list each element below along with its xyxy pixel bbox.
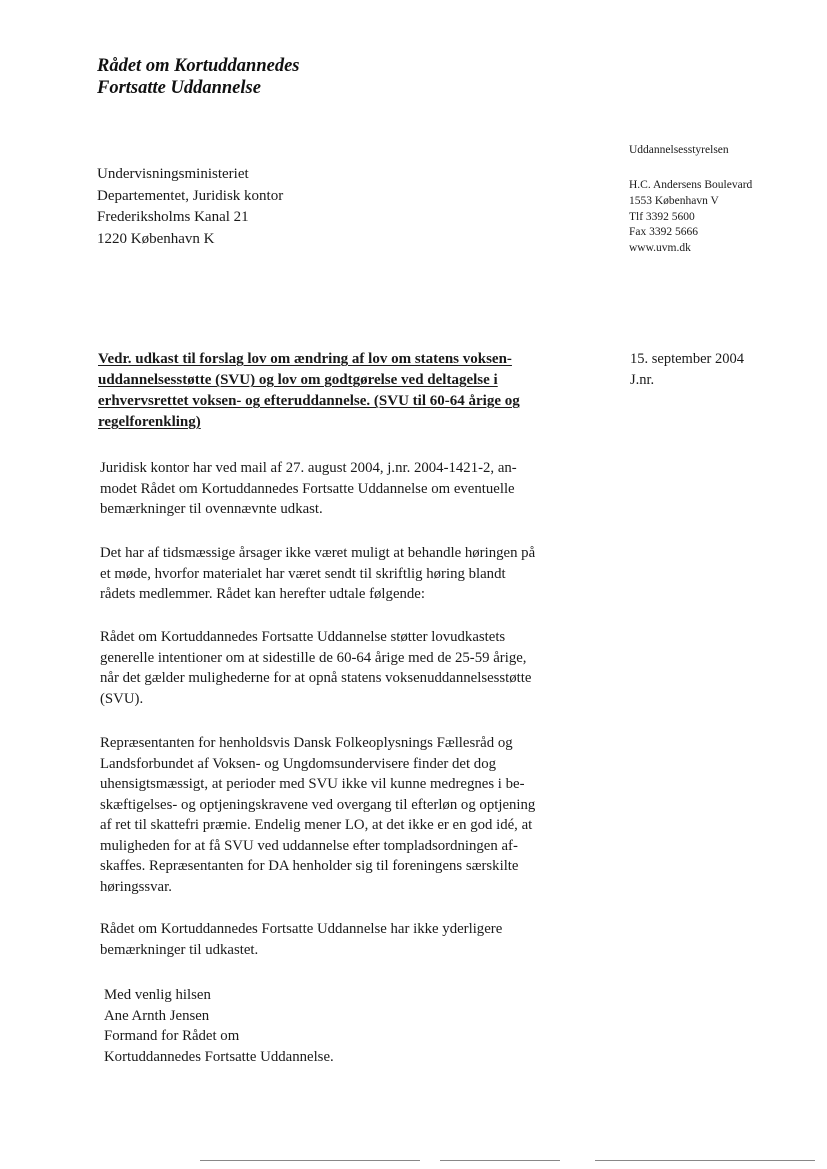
footer-rule (595, 1160, 815, 1161)
paragraph-line: generelle intentioner om at sidestille de 60-64 årige med de 25-59 årige, (100, 649, 527, 666)
subject-heading (98, 349, 568, 433)
recipient-line: Undervisningsministeriet (97, 166, 249, 182)
paragraph-3 (100, 627, 590, 709)
paragraph-4 (100, 733, 590, 897)
letterhead-line-1: Rådet om Kortuddannedes (97, 56, 300, 76)
paragraph-5 (100, 919, 590, 960)
sender-fax: Fax 3392 5666 (629, 226, 698, 239)
paragraph-2 (100, 543, 590, 605)
sender-street: H.C. Andersens Boulevard (629, 179, 753, 191)
letter-date: 15. september 2004 (630, 351, 744, 367)
subject-line: regelforenkling) (98, 414, 201, 430)
paragraph-line: Det har af tidsmæssige årsager ikke været muligt at behandle høringen på (100, 545, 536, 561)
paragraph-line: Landsforbundet af Voksen- og Ungdomsundervisere finder det dog (100, 755, 497, 772)
paragraph-line: Rådet om Kortuddannedes Fortsatte Uddannelse har ikke yderligere (100, 921, 503, 937)
letterhead-line-2: Fortsatte Uddannelse (97, 78, 261, 98)
paragraph-line: (SVU). (100, 690, 144, 707)
sender-website: www.uvm.dk (629, 242, 691, 255)
paragraph-line: muligheden for at få SVU ved uddannelse efter tompladsordningen af- (100, 837, 518, 854)
letter-meta (630, 349, 744, 391)
footer-rule (440, 1160, 560, 1161)
signer-name: Ane Arnth Jensen (104, 1007, 210, 1024)
recipient-line: Frederiksholms Kanal 21 (97, 209, 249, 225)
signature-block (104, 985, 594, 1067)
paragraph-line: Rådet om Kortuddannedes Fortsatte Uddannelse støtter lovudkastets (100, 629, 506, 645)
paragraph-line: skaffes. Repræsentanten for DA henholder sig til foreningens særskilte (100, 858, 519, 874)
paragraph-line: bemærkninger til ovennævnte udkast. (100, 501, 323, 517)
paragraph-line: modet Rådet om Kortuddannedes Fortsatte Uddannelse om eventuelle (100, 480, 515, 497)
paragraph-line: rådets medlemmer. Rådet kan herefter udtale følgende: (100, 586, 425, 602)
paragraph-line: høringssvar. (100, 878, 172, 895)
signer-title: Formand for Rådet om (104, 1028, 240, 1044)
sender-postal: 1553 København V (629, 194, 719, 207)
subject-line: erhvervsrettet voksen- og efteruddannelse. (SVU til 60-64 årige og (98, 393, 520, 409)
letterhead (97, 55, 300, 99)
recipient-line: 1220 København K (97, 230, 215, 247)
sender-contact (629, 178, 752, 257)
subject-line: uddannelsesstøtte (SVU) og lov om godtgørelse ved deltagelse i (98, 372, 498, 388)
signer-organization: Kortuddannedes Fortsatte Uddannelse. (104, 1048, 334, 1065)
footer-rule (200, 1160, 420, 1161)
recipient-address (97, 164, 283, 250)
sender-phone: Tlf 3392 5600 (629, 210, 695, 223)
journal-number: J.nr. (630, 372, 655, 388)
paragraph-line: bemærkninger til udkastet. (100, 941, 259, 958)
sender-organization: Uddannelsesstyrelsen (629, 144, 729, 156)
paragraph-line: uhensigtsmæssigt, at perioder med SVU ikke vil kunne medregnes i be- (100, 776, 525, 792)
paragraph-1 (100, 458, 590, 520)
subject-line: Vedr. udkast til forslag lov om ændring af lov om statens voksen- (98, 351, 512, 367)
paragraph-line: når det gælder mulighederne for at opnå statens voksenuddannelsesstøtte (100, 670, 532, 686)
recipient-line: Departementet, Juridisk kontor (97, 187, 284, 204)
paragraph-line: Juridisk kontor har ved mail af 27. august 2004, j.nr. 2004-1421-2, an- (100, 460, 517, 476)
paragraph-line: Repræsentanten for henholdsvis Dansk Folkeoplysnings Fællesråd og (100, 735, 513, 751)
paragraph-line: skæftigelses- og optjeningskravene ved overgang til efterløn og optjening (100, 796, 536, 813)
paragraph-line: et møde, hvorfor materialet har været sendt til skriftlig høring blandt (100, 565, 506, 582)
paragraph-line: af ret til skattefri præmie. Endelig mener LO, at det ikke er en god idé, at (100, 817, 533, 833)
closing-salutation: Med venlig hilsen (104, 987, 211, 1003)
